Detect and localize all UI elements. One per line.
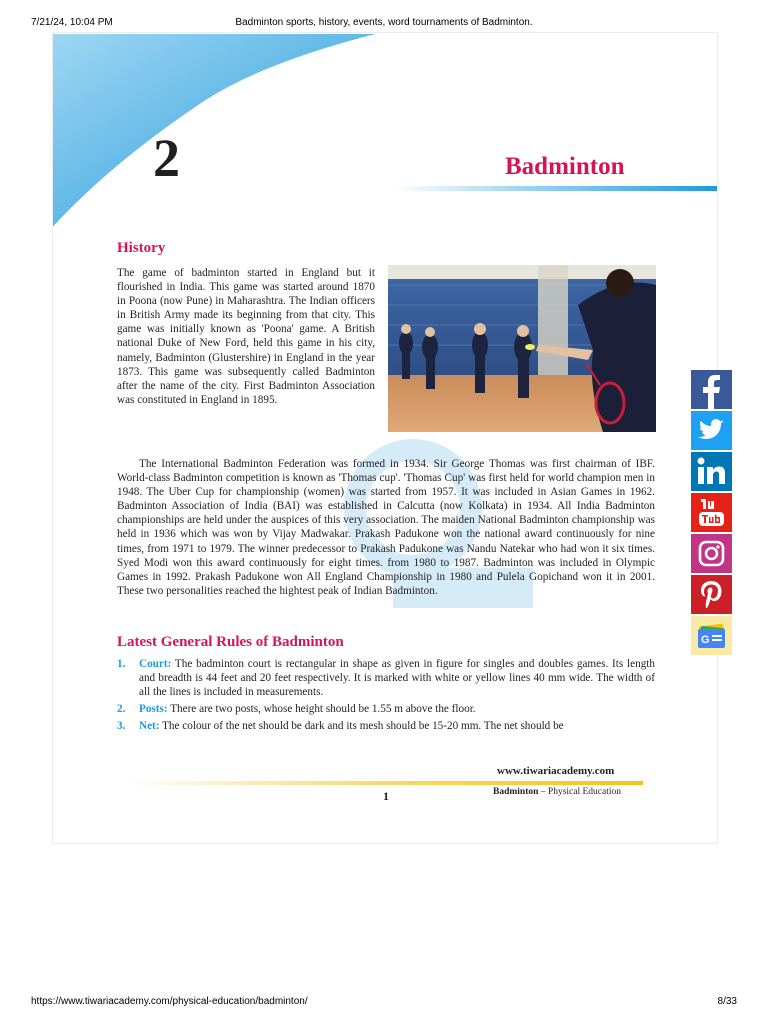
svg-text:G: G [701, 634, 710, 646]
rule-text: There are two posts, whose height should be 1.55 m above the floor. [167, 703, 476, 716]
rule-term: Net: [139, 720, 160, 733]
print-url: https://www.tiwariacademy.com/physical-education/badminton/ [31, 996, 308, 1007]
footer-rule [123, 781, 643, 785]
rule-number: 2. [117, 703, 126, 716]
pinterest-share-button[interactable] [691, 575, 732, 614]
twitter-share-button[interactable] [691, 411, 732, 450]
page-number: 1 [383, 789, 389, 803]
chapter-number: 2 [153, 128, 180, 188]
google-news-icon [691, 616, 732, 655]
rule-term: Court: [139, 658, 172, 670]
twitter-icon [691, 411, 732, 450]
badminton-photo [388, 265, 656, 432]
rules-heading: Latest General Rules of Badminton [117, 634, 344, 650]
rule-number: 1. [117, 658, 126, 670]
footer-chapter [493, 787, 621, 797]
rule-text: The colour of the net should be dark and its mesh should be 15-20 mm. The net should be [159, 720, 564, 733]
history-paragraph-2: The International Badminton Federation was formed in 1934. Sir George Thomas was first chairman of IBF. World-class Badminton competition is known as 'Thomas cup'. 'Thomas Cup' was first held for world champion men in 1948. The Uber Cup for championship (women) was started from 1957. It was included in Asian Games in 1962. Badminton Association of India (BAI) was established in Calcutta (now Kolkata) in 1934. All India Badminton championships are held under the auspices of this very association. The maiden National Badminton championship was held in 1936 which was won by Vijay Madwakar. Prakash Padukone won the national award continuously for nine times, from 1971 to 1979. The winner predecessor to Prakash Padukone was Nandu Natekar who had won it six times. Syed Modi won this award continuously for eight times. from 1980 to 1987. Badminton was included in Olympic Games in 1992. Prakash Padukone won All England Championship in 1980 and Pulela Gopichand won it in 2001. These two personalities reached the hightest peak of Indian Badminton. [117, 458, 655, 597]
pinterest-icon [691, 575, 732, 614]
social-share-bar [691, 370, 732, 657]
facebook-icon [691, 370, 732, 409]
rules-list [117, 657, 655, 736]
linkedin-share-button[interactable] [691, 452, 732, 491]
chapter-title: Badminton [505, 153, 625, 180]
instagram-icon [691, 534, 732, 573]
footer-site: www.tiwariacademy.com [497, 765, 615, 777]
rule-item-posts [117, 702, 655, 716]
rule-item-court [117, 657, 655, 699]
title-underline [393, 186, 718, 191]
footer-subject: – Physical Education [538, 787, 621, 797]
document-page [52, 32, 718, 844]
print-datetime: 7/21/24, 10:04 PM [31, 17, 113, 28]
instagram-share-button[interactable] [691, 534, 732, 573]
rule-text: The badminton court is rectangular in shape as given in figure for singles and doubles games. Its length and breadth is 44 feet and 20 feet respectively. It is marked with white or yellow lines 40 mm wide. The width of all the lines is included in measurements. [139, 658, 655, 699]
history-heading: History [117, 240, 166, 256]
rule-item-net [117, 719, 655, 733]
footer-chapter-label: Badminton [493, 787, 539, 797]
print-header [0, 17, 768, 31]
print-footer [0, 996, 768, 1010]
rule-number: 3. [117, 720, 126, 733]
print-title: Badminton sports, history, events, word tournaments of Badminton. [235, 17, 533, 28]
history-paragraph-1: The game of badminton started in England but it flourished in India. This game was started around 1870 in Poona (now Pune) in Maharashtra. The Indian officers in British Army made its beginning from that city. This game was initially known as 'Poona' game. A British national Duke of New Ford, held this game in his city, namely, Badminton (Glustershire) in England in the year 1873. This game was subsequently called Badminton after the name of the city. First Badminton Association was constituted in England in 1895. [117, 267, 375, 406]
youtube-share-button[interactable] [691, 493, 732, 532]
google-news-share-button[interactable] [691, 616, 732, 655]
corner-decoration [53, 33, 393, 233]
youtube-icon [691, 493, 732, 532]
facebook-share-button[interactable] [691, 370, 732, 409]
rule-term: Posts: [139, 703, 168, 716]
linkedin-icon [691, 452, 732, 491]
badminton-players-image [388, 265, 656, 432]
print-page-count: 8/33 [717, 996, 737, 1007]
